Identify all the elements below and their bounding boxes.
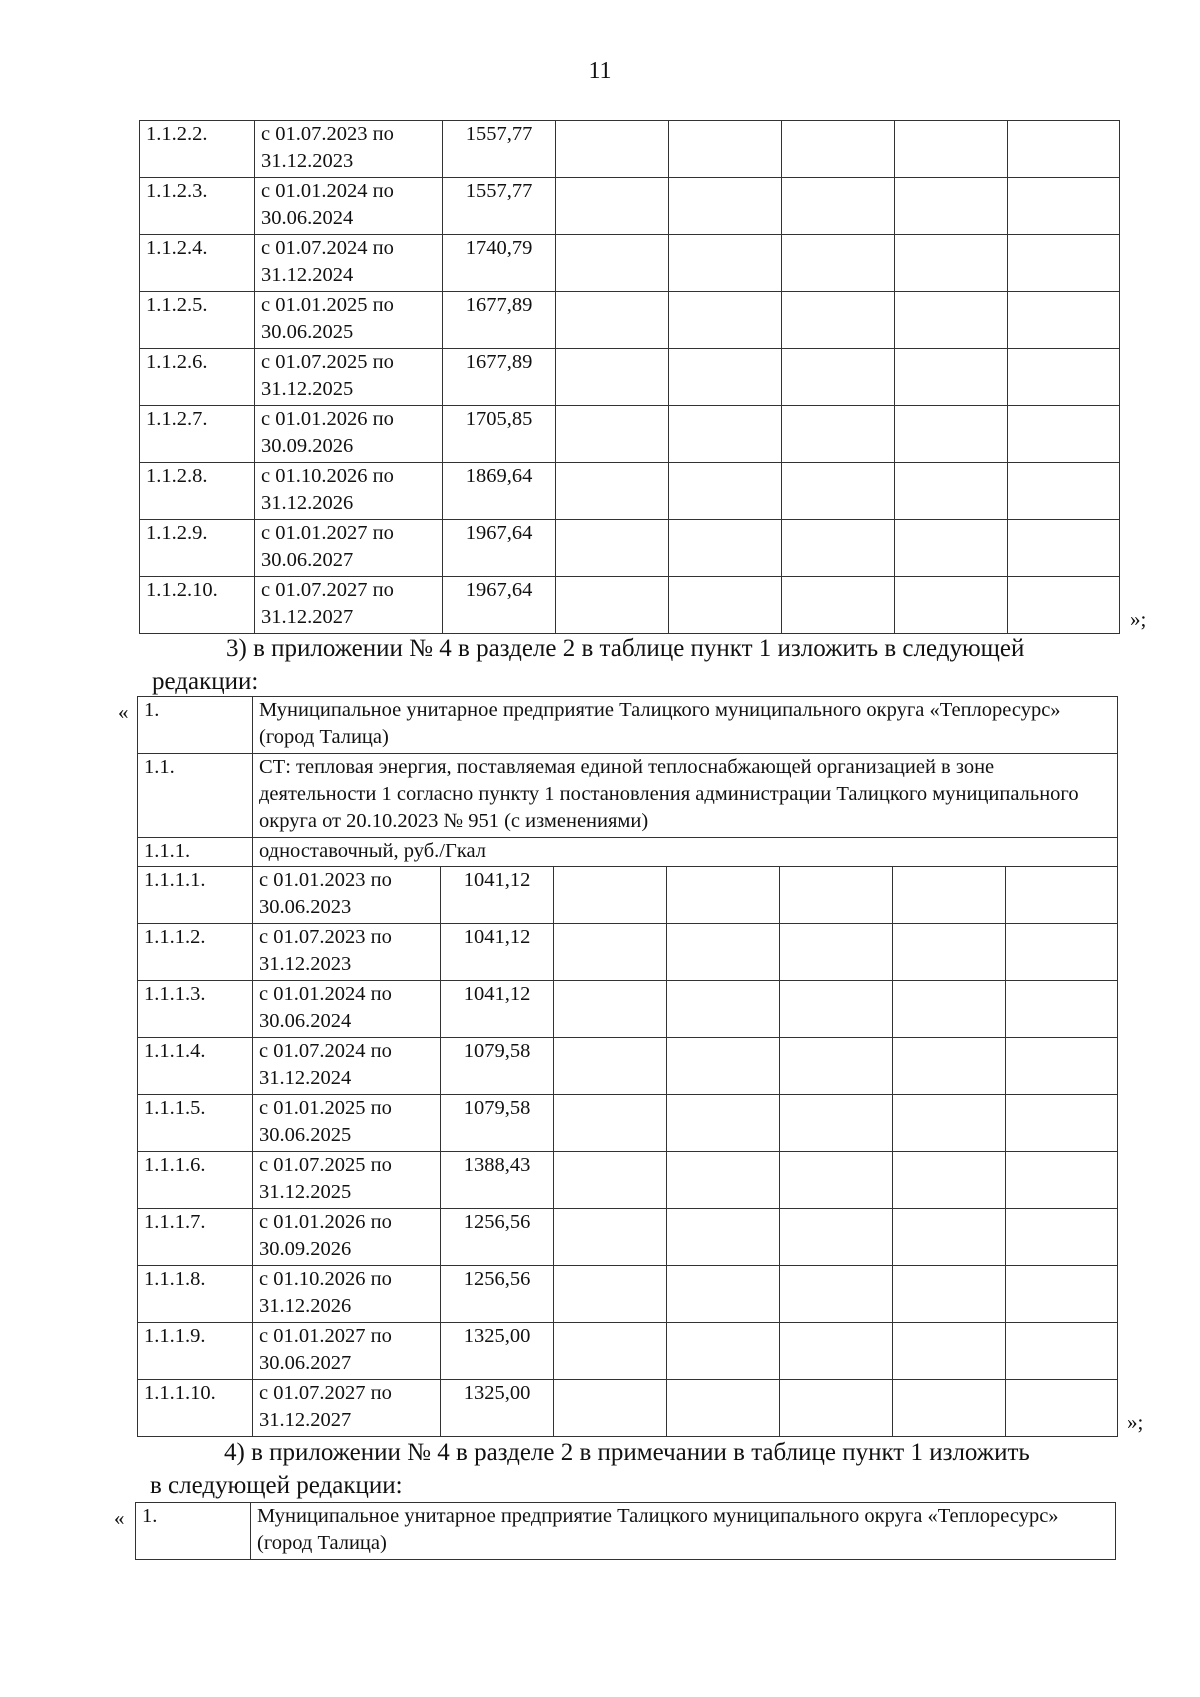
empty-cell <box>669 349 782 406</box>
empty-cell <box>669 178 782 235</box>
empty-cell <box>556 463 669 520</box>
row-value: 1041,12 <box>441 981 554 1038</box>
paragraph-3-line1: 3) в приложении № 4 в разделе 2 в таблице пункт 1 изложить в следующей <box>226 635 1025 662</box>
empty-cell <box>780 867 893 924</box>
empty-cell <box>554 1323 667 1380</box>
row-value: 1557,77 <box>443 121 556 178</box>
row-period: с 01.01.2023 по 30.06.2023 <box>253 867 441 924</box>
table-row <box>138 1209 1118 1266</box>
empty-cell <box>1008 406 1120 463</box>
row-number: 1. <box>138 697 253 754</box>
empty-cell <box>667 1152 780 1209</box>
row-period: с 01.07.2027 по 31.12.2027 <box>253 1380 441 1437</box>
row-value: 1967,64 <box>443 577 556 634</box>
table-row <box>140 463 1120 520</box>
table-row <box>140 292 1120 349</box>
empty-cell <box>667 1209 780 1266</box>
row-value: 1325,00 <box>441 1323 554 1380</box>
empty-cell <box>893 981 1006 1038</box>
empty-cell <box>669 520 782 577</box>
paragraph-4-cont <box>150 1469 403 1502</box>
empty-cell <box>780 1323 893 1380</box>
paragraph-3-line2: редакции: <box>152 668 259 695</box>
row-value: 1256,56 <box>441 1266 554 1323</box>
table-row <box>140 577 1120 634</box>
empty-cell <box>1008 463 1120 520</box>
table2-open-quote: « <box>118 700 129 724</box>
empty-cell <box>893 1152 1006 1209</box>
empty-cell <box>554 1209 667 1266</box>
row-value: 1325,00 <box>441 1380 554 1437</box>
empty-cell <box>895 463 1008 520</box>
table-row <box>140 235 1120 292</box>
row-number: 1.1.1.8. <box>138 1266 253 1323</box>
row-number: 1.1.2.7. <box>140 406 255 463</box>
empty-cell <box>667 981 780 1038</box>
tariff-table-2 <box>137 696 1118 1437</box>
empty-cell <box>782 178 895 235</box>
table-row <box>138 1323 1118 1380</box>
paragraph-4-line2: в следующей редакции: <box>150 1472 403 1499</box>
empty-cell <box>782 577 895 634</box>
row-value: 1041,12 <box>441 924 554 981</box>
empty-cell <box>782 520 895 577</box>
tariff-table-3 <box>135 1502 1116 1560</box>
row-value: 1557,77 <box>443 178 556 235</box>
row-value: 1677,89 <box>443 292 556 349</box>
row-value: 1705,85 <box>443 406 556 463</box>
table-row <box>138 1095 1118 1152</box>
table2-close-quote: »; <box>1127 1410 1144 1434</box>
row-number: 1.1.1. <box>138 838 253 867</box>
table-row <box>138 924 1118 981</box>
row-period: с 01.07.2024 по 31.12.2024 <box>253 1038 441 1095</box>
tariff-table-1 <box>139 120 1120 634</box>
row-number: 1.1.1.4. <box>138 1038 253 1095</box>
row-text: Муниципальное унитарное предприятие Талицкого муниципального округа «Теплоресурс» (город Талица) <box>251 1503 1116 1560</box>
empty-cell <box>669 292 782 349</box>
table3-open-quote: « <box>114 1506 125 1530</box>
empty-cell <box>893 1095 1006 1152</box>
paragraph-3-cont <box>152 665 258 698</box>
empty-cell <box>1006 1152 1118 1209</box>
row-period: с 01.07.2027 по 31.12.2027 <box>255 577 443 634</box>
empty-cell <box>782 292 895 349</box>
row-text: СТ: тепловая энергия, поставляемая единой теплоснабжающей организацией в зоне деятельности 1 согласно пункту 1 постановления администрации Талицкого муниципального округа от 20.10.2023 № 951 (с изменениями) <box>253 754 1118 838</box>
empty-cell <box>895 406 1008 463</box>
empty-cell <box>556 292 669 349</box>
empty-cell <box>895 235 1008 292</box>
table-row <box>140 406 1120 463</box>
empty-cell <box>1008 349 1120 406</box>
empty-cell <box>1008 577 1120 634</box>
empty-cell <box>556 178 669 235</box>
paragraph-4 <box>150 1436 1165 1469</box>
empty-cell <box>554 1380 667 1437</box>
row-number: 1.1. <box>138 754 253 838</box>
empty-cell <box>669 463 782 520</box>
empty-cell <box>893 1380 1006 1437</box>
empty-cell <box>1006 1209 1118 1266</box>
row-number: 1.1.2.2. <box>140 121 255 178</box>
row-number: 1.1.1.2. <box>138 924 253 981</box>
table-row <box>140 178 1120 235</box>
empty-cell <box>1006 981 1118 1038</box>
empty-cell <box>667 1038 780 1095</box>
empty-cell <box>667 867 780 924</box>
table-row <box>138 1266 1118 1323</box>
empty-cell <box>895 577 1008 634</box>
table-row <box>138 981 1118 1038</box>
empty-cell <box>780 1152 893 1209</box>
row-period: с 01.07.2023 по 31.12.2023 <box>253 924 441 981</box>
empty-cell <box>554 867 667 924</box>
table1-close-quote: »; <box>1130 607 1147 631</box>
empty-cell <box>667 1266 780 1323</box>
row-value: 1079,58 <box>441 1095 554 1152</box>
empty-cell <box>782 235 895 292</box>
row-period: с 01.01.2026 по 30.09.2026 <box>253 1209 441 1266</box>
row-number: 1.1.2.6. <box>140 349 255 406</box>
empty-cell <box>893 1038 1006 1095</box>
empty-cell <box>780 1038 893 1095</box>
empty-cell <box>1008 520 1120 577</box>
empty-cell <box>556 121 669 178</box>
row-period: с 01.01.2027 по 30.06.2027 <box>255 520 443 577</box>
empty-cell <box>1006 1038 1118 1095</box>
empty-cell <box>1008 178 1120 235</box>
empty-cell <box>782 121 895 178</box>
row-number: 1.1.1.9. <box>138 1323 253 1380</box>
empty-cell <box>1006 1323 1118 1380</box>
empty-cell <box>667 1380 780 1437</box>
table-row <box>140 520 1120 577</box>
empty-cell <box>782 406 895 463</box>
empty-cell <box>554 981 667 1038</box>
row-number: 1.1.1.6. <box>138 1152 253 1209</box>
row-period: с 01.10.2026 по 31.12.2026 <box>255 463 443 520</box>
empty-cell <box>780 981 893 1038</box>
row-number: 1.1.2.5. <box>140 292 255 349</box>
empty-cell <box>895 178 1008 235</box>
empty-cell <box>893 1266 1006 1323</box>
empty-cell <box>1006 1095 1118 1152</box>
row-number: 1. <box>136 1503 251 1560</box>
paragraph-4-line1: 4) в приложении № 4 в разделе 2 в примечании в таблице пункт 1 изложить <box>224 1439 1030 1466</box>
empty-cell <box>893 1323 1006 1380</box>
table-row <box>140 121 1120 178</box>
row-period: с 01.01.2025 по 30.06.2025 <box>255 292 443 349</box>
empty-cell <box>780 1266 893 1323</box>
empty-cell <box>780 1095 893 1152</box>
table-row <box>136 1503 1116 1560</box>
empty-cell <box>782 349 895 406</box>
empty-cell <box>780 924 893 981</box>
empty-cell <box>782 463 895 520</box>
empty-cell <box>554 1095 667 1152</box>
row-value: 1388,43 <box>441 1152 554 1209</box>
empty-cell <box>895 292 1008 349</box>
empty-cell <box>895 349 1008 406</box>
row-value: 1869,64 <box>443 463 556 520</box>
empty-cell <box>556 235 669 292</box>
row-period: с 01.07.2025 по 31.12.2025 <box>253 1152 441 1209</box>
table-row <box>138 867 1118 924</box>
empty-cell <box>895 520 1008 577</box>
empty-cell <box>669 235 782 292</box>
row-value: 1740,79 <box>443 235 556 292</box>
row-period: с 01.01.2027 по 30.06.2027 <box>253 1323 441 1380</box>
row-value: 1256,56 <box>441 1209 554 1266</box>
row-value: 1967,64 <box>443 520 556 577</box>
empty-cell <box>554 1266 667 1323</box>
row-period: с 01.07.2025 по 31.12.2025 <box>255 349 443 406</box>
empty-cell <box>669 121 782 178</box>
table-header-row <box>138 754 1118 838</box>
row-number: 1.1.1.10. <box>138 1380 253 1437</box>
row-number: 1.1.1.7. <box>138 1209 253 1266</box>
row-period: с 01.01.2024 по 30.06.2024 <box>255 178 443 235</box>
empty-cell <box>1006 867 1118 924</box>
empty-cell <box>893 1209 1006 1266</box>
empty-cell <box>893 924 1006 981</box>
empty-cell <box>1008 235 1120 292</box>
empty-cell <box>780 1380 893 1437</box>
page-number: 11 <box>588 58 612 84</box>
table-header-row <box>138 838 1118 867</box>
empty-cell <box>669 577 782 634</box>
row-number: 1.1.2.3. <box>140 178 255 235</box>
row-number: 1.1.2.10. <box>140 577 255 634</box>
row-period: с 01.01.2025 по 30.06.2025 <box>253 1095 441 1152</box>
table-row <box>140 349 1120 406</box>
row-value: 1079,58 <box>441 1038 554 1095</box>
row-text: Муниципальное унитарное предприятие Талицкого муниципального округа «Теплоресурс» (город Талица) <box>253 697 1118 754</box>
empty-cell <box>667 1323 780 1380</box>
table-row <box>138 1038 1118 1095</box>
row-number: 1.1.1.1. <box>138 867 253 924</box>
row-number: 1.1.1.3. <box>138 981 253 1038</box>
row-number: 1.1.2.4. <box>140 235 255 292</box>
row-period: с 01.07.2024 по 31.12.2024 <box>255 235 443 292</box>
empty-cell <box>895 121 1008 178</box>
empty-cell <box>1008 292 1120 349</box>
row-value: 1677,89 <box>443 349 556 406</box>
empty-cell <box>554 1152 667 1209</box>
empty-cell <box>893 867 1006 924</box>
table-row <box>138 1152 1118 1209</box>
table-header-row <box>138 697 1118 754</box>
empty-cell <box>669 406 782 463</box>
empty-cell <box>667 924 780 981</box>
empty-cell <box>554 1038 667 1095</box>
empty-cell <box>556 406 669 463</box>
paragraph-3 <box>152 632 1167 665</box>
row-number: 1.1.2.8. <box>140 463 255 520</box>
row-period: с 01.07.2023 по 31.12.2023 <box>255 121 443 178</box>
row-period: с 01.10.2026 по 31.12.2026 <box>253 1266 441 1323</box>
row-number: 1.1.2.9. <box>140 520 255 577</box>
empty-cell <box>780 1209 893 1266</box>
row-value: 1041,12 <box>441 867 554 924</box>
row-period: с 01.01.2026 по 30.09.2026 <box>255 406 443 463</box>
empty-cell <box>1008 121 1120 178</box>
empty-cell <box>1006 1380 1118 1437</box>
empty-cell <box>556 577 669 634</box>
row-number: 1.1.1.5. <box>138 1095 253 1152</box>
empty-cell <box>554 924 667 981</box>
empty-cell <box>667 1095 780 1152</box>
empty-cell <box>556 520 669 577</box>
table-row <box>138 1380 1118 1437</box>
empty-cell <box>1006 924 1118 981</box>
row-text: одноставочный, руб./Гкал <box>253 838 1118 867</box>
row-period: с 01.01.2024 по 30.06.2024 <box>253 981 441 1038</box>
empty-cell <box>556 349 669 406</box>
empty-cell <box>1006 1266 1118 1323</box>
